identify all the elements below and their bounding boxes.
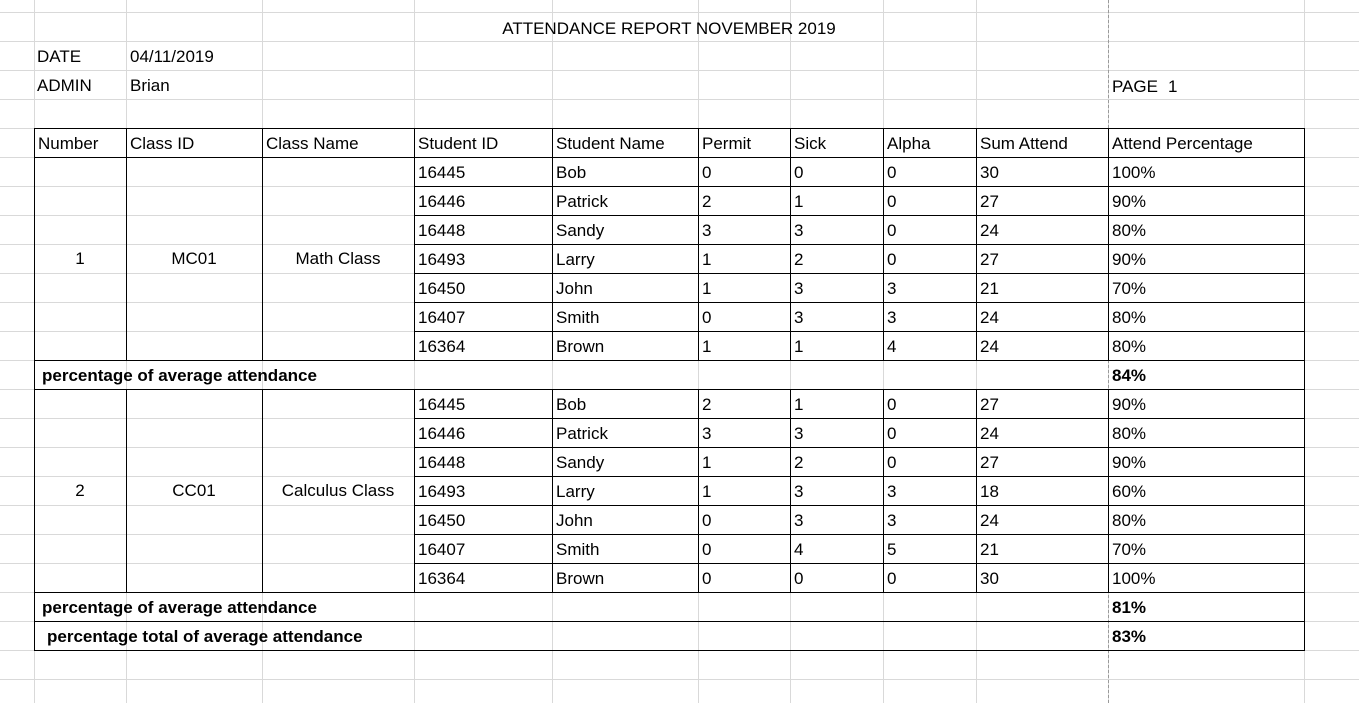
permit: 0 [702,162,712,182]
alpha: 3 [887,278,897,298]
permit: 0 [702,307,712,327]
sick: 0 [794,162,804,182]
student-id: 16450 [418,510,466,530]
attend-percentage: 80% [1112,220,1147,240]
sum-attend: 24 [980,510,999,530]
report-title: ATTENDANCE REPORT NOVEMBER 2019 [502,19,836,38]
student-id: 16448 [418,452,466,472]
attend-percentage: 90% [1112,249,1147,269]
alpha: 4 [887,336,897,356]
class-id: CC01 [172,481,216,500]
attend-percentage: 90% [1112,452,1147,472]
attend-percentage: 100% [1112,162,1156,182]
average-value: 81% [1112,597,1147,617]
header-class-id: Class ID [130,133,195,153]
student-name: Smith [556,539,600,559]
class-name: Math Class [295,249,381,268]
attend-percentage: 80% [1112,423,1147,443]
student-id: 16364 [418,568,466,588]
sum-attend: 27 [980,452,999,472]
attend-percentage: 70% [1112,539,1147,559]
page-number: 1 [1168,77,1178,96]
header-alpha: Alpha [887,133,931,153]
permit: 1 [702,278,712,298]
header-number: Number [38,133,99,153]
student-name: Sandy [556,452,605,472]
attend-percentage: 90% [1112,394,1147,414]
date-value: 04/11/2019 [130,47,214,66]
permit: 0 [702,539,712,559]
total-average-label: percentage total of average attendance [47,627,363,646]
student-name: John [556,510,593,530]
permit: 1 [702,249,712,269]
alpha: 3 [887,510,897,530]
sick: 3 [794,423,804,443]
student-id: 16445 [418,162,466,182]
sick: 1 [794,336,804,356]
date-label: DATE [37,47,82,66]
permit: 1 [702,481,712,501]
attend-percentage: 80% [1112,510,1147,530]
sick: 3 [794,220,804,240]
alpha: 0 [887,452,897,472]
student-name: Bob [556,162,587,182]
student-name: Bob [556,394,587,414]
average-label: percentage of average attendance [42,597,317,617]
admin-label: ADMIN [37,76,92,95]
header-student-name: Student Name [556,133,665,153]
student-name: Patrick [556,423,608,443]
student-id: 16493 [418,481,466,501]
student-name: John [556,278,593,298]
student-id: 16448 [418,220,466,240]
student-name: Larry [556,249,595,269]
attend-percentage: 80% [1112,336,1147,356]
alpha: 0 [887,423,897,443]
page-label: PAGE [1112,77,1158,96]
admin-value: Brian [130,76,170,95]
sick: 3 [794,481,804,501]
sum-attend: 18 [980,481,999,501]
sum-attend: 27 [980,394,999,414]
student-name: Larry [556,481,595,501]
sick: 2 [794,249,804,269]
class-id: MC01 [171,249,217,268]
sick: 2 [794,452,804,472]
alpha: 5 [887,539,897,559]
sum-attend: 27 [980,191,999,211]
sick: 3 [794,510,804,530]
student-id: 16407 [418,307,466,327]
alpha: 0 [887,220,897,240]
student-id: 16445 [418,394,466,414]
header-sum-attend: Sum Attend [980,133,1068,153]
average-value: 84% [1112,365,1147,385]
sum-attend: 30 [980,568,999,588]
average-label: percentage of average attendance [42,365,317,385]
student-name: Smith [556,307,600,327]
attend-percentage: 60% [1112,481,1147,501]
sum-attend: 24 [980,307,999,327]
class-number: 2 [75,481,85,500]
header-student-id: Student ID [418,133,499,153]
permit: 3 [702,220,712,240]
alpha: 0 [887,568,897,588]
student-id: 16493 [418,249,466,269]
alpha: 3 [887,481,897,501]
class-name: Calculus Class [281,481,395,500]
student-name: Sandy [556,220,605,240]
sum-attend: 24 [980,423,999,443]
sum-attend: 21 [980,278,999,298]
attend-percentage: 70% [1112,278,1147,298]
student-name: Brown [556,336,605,356]
student-name: Patrick [556,191,608,211]
attend-percentage: 100% [1112,568,1156,588]
sick: 0 [794,568,804,588]
student-id: 16364 [418,336,466,356]
sum-attend: 24 [980,220,999,240]
permit: 2 [702,394,712,414]
sum-attend: 30 [980,162,999,182]
sum-attend: 24 [980,336,999,356]
sick: 1 [794,394,804,414]
header-attend-percentage: Attend Percentage [1112,133,1253,153]
sick: 3 [794,307,804,327]
attend-percentage: 90% [1112,191,1147,211]
header-sick: Sick [794,133,827,153]
student-id: 16446 [418,191,466,211]
permit: 0 [702,568,712,588]
permit: 1 [702,452,712,472]
alpha: 0 [887,394,897,414]
total-average-value: 83% [1112,627,1147,646]
sick: 4 [794,539,804,559]
student-id: 16446 [418,423,466,443]
sum-attend: 27 [980,249,999,269]
student-name: Brown [556,568,605,588]
header-permit: Permit [702,133,752,153]
attend-percentage: 80% [1112,307,1147,327]
sum-attend: 21 [980,539,999,559]
permit: 0 [702,510,712,530]
class-number: 1 [75,249,85,268]
permit: 2 [702,191,712,211]
permit: 1 [702,336,712,356]
student-id: 16450 [418,278,466,298]
alpha: 3 [887,307,897,327]
sick: 1 [794,191,804,211]
alpha: 0 [887,191,897,211]
sick: 3 [794,278,804,298]
alpha: 0 [887,162,897,182]
alpha: 0 [887,249,897,269]
student-id: 16407 [418,539,466,559]
header-class-name: Class Name [266,133,359,153]
permit: 3 [702,423,712,443]
